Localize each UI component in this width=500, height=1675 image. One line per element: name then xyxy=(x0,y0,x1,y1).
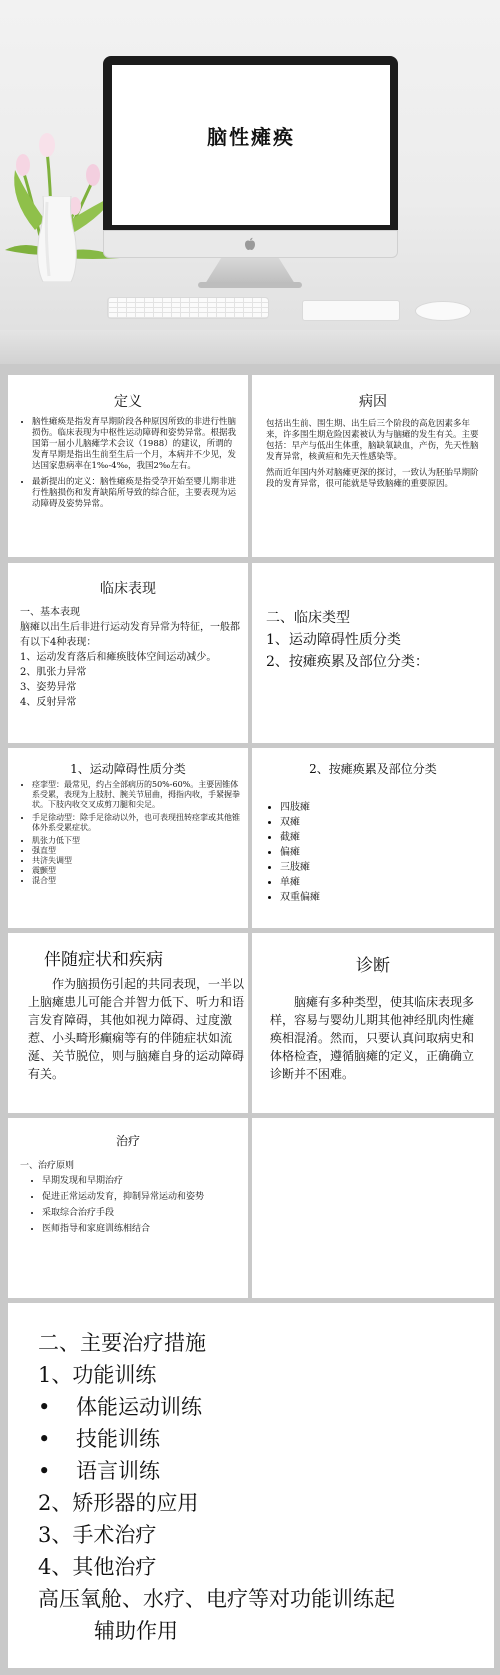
list-item: • 混合型 xyxy=(32,876,240,886)
list-item: • 截瘫 xyxy=(280,830,466,845)
clinical-types-text xyxy=(266,607,488,673)
definition-text xyxy=(18,417,236,510)
slide-definition xyxy=(8,375,248,557)
list-item: • 震颤型 xyxy=(32,866,240,876)
section-heading: 一、基本表现 xyxy=(20,607,80,618)
slide-title: 治疗 xyxy=(115,1134,140,1148)
monitor-stand xyxy=(205,258,295,284)
slide-complications xyxy=(8,933,248,1113)
monitor-foot xyxy=(198,282,302,288)
list-item: • 痉挛型：最常见，约占全部病历的50%-60%。主要因锥体系受累，表现为上肢肘、腕关节屈曲，拇指内收，手紧握拳状。下肢内收交叉成剪刀腿和尖足。 xyxy=(32,780,240,810)
slide-clinical-manifestation xyxy=(8,563,248,743)
slide-title: 诊断 xyxy=(356,956,390,976)
list-item: 4、其他治疗 xyxy=(38,1555,157,1579)
slide-diagnosis xyxy=(252,933,494,1113)
list-item: • 脑性瘫痪是指发育早期阶段各种原因所致的非进行性脑损伤。临床表现为中枢性运动障碍和姿势异常。根据我国第一届小儿脑瘫学术会议（1988）的建议，所谓的发育早期是指出生前至生后一个月，本病并不少见，发达国家患病率在1‰-4‰，我国2‰左右。 xyxy=(32,417,236,472)
intro-text: 脑瘫以出生后非进行运动发育异常为特征，一般都有以下4种表现： xyxy=(20,622,240,648)
slide-etiology xyxy=(252,375,494,557)
list-item-line-2: 辅助作用 xyxy=(94,1619,178,1643)
apple-logo-icon xyxy=(243,237,257,251)
list-item: • 三肢瘫 xyxy=(280,860,466,875)
slide-clinical-types xyxy=(252,563,494,743)
keyboard-image xyxy=(107,297,269,319)
list-item-label: 技能训练 xyxy=(76,1427,160,1451)
section-heading: 一、治疗原则 xyxy=(20,1161,75,1171)
list-item: • 采取综合治疗手段 xyxy=(42,1207,242,1220)
list-item: 1、运动发育落后和瘫痪肢体空间运动减少。 xyxy=(20,652,217,663)
clinical-text xyxy=(20,605,242,710)
list-item: • 早期发现和早期治疗 xyxy=(42,1175,242,1188)
list-item: • 肌张力低下型 xyxy=(32,836,240,846)
treatment-measures-text xyxy=(38,1327,488,1647)
slide-title: 定义 xyxy=(114,394,142,410)
slide-title: 病因 xyxy=(359,394,387,410)
slide-title: 1、运动障碍性质分类 xyxy=(70,762,186,776)
list-item: • 最新提出的定义：脑性瘫痪是指受孕开始至婴儿期非进行性脑损伤和发育缺陷所导致的综合征，主要表现为运动障碍及姿势异常。 xyxy=(32,477,236,510)
section-heading: 二、临床类型 xyxy=(266,610,350,626)
list-item: • 手足徐动型：除手足徐动以外，也可表现扭转痉挛或其他锥体外系受累症状。 xyxy=(32,813,240,833)
movement-types-text xyxy=(18,780,240,886)
list-item-label: 语言训练 xyxy=(76,1459,160,1483)
list-item-label: 体能运动训练 xyxy=(76,1395,202,1419)
vase-image xyxy=(33,196,81,282)
list-item: 2、按瘫痪累及部位分类： xyxy=(266,654,429,670)
list-item: 1、功能训练 xyxy=(38,1363,157,1387)
list-item: 4、反射异常 xyxy=(20,697,77,708)
hero-slide xyxy=(0,0,500,364)
presentation-title: 脑性瘫痪 xyxy=(207,125,295,149)
diagnosis-text: 脑瘫有多种类型，使其临床表现多样，容易与婴幼儿期其他神经肌肉性瘫痪相混淆。然而，只要认真问取病史和体格检查，遵循脑瘫的定义，正确确立诊断并不困难。 xyxy=(270,995,475,1081)
trackpad-image xyxy=(302,300,400,321)
slide-paralysis-site-types xyxy=(252,748,494,928)
section-heading: 二、主要治疗措施 xyxy=(38,1331,206,1355)
list-item: • 语言训练 xyxy=(38,1459,160,1483)
treatment-text xyxy=(20,1160,242,1236)
paragraph: 然而近年国内外对脑瘫更深的探讨，一致认为胚胎早期阶段的发育异常，很可能就是导致脑瘫的重要原因。 xyxy=(266,468,479,489)
slide-title: 2、按瘫痪累及部位分类 xyxy=(309,762,437,776)
list-item: • 体能运动训练 xyxy=(38,1395,202,1419)
list-item: • 单瘫 xyxy=(280,875,466,890)
list-item: • 技能训练 xyxy=(38,1427,160,1451)
slide-movement-disorder-types xyxy=(8,748,248,928)
slide-title: 伴随症状和疾病 xyxy=(44,950,163,970)
list-item-line-1: 高压氧舱、水疗、电疗等对功能训练起 xyxy=(38,1587,395,1611)
slide-blank xyxy=(252,1118,494,1298)
complications-text: 作为脑损伤引起的共同表现，一半以上脑瘫患儿可能合并智力低下、听力和语言发育障碍，其他如视力障碍、过度激惹、小头畸形癫痫等有的伴随症状如流涎、关节脱位，则与脑瘫自身的运动障碍有关。 xyxy=(28,977,245,1081)
list-item: • 双瘫 xyxy=(280,815,466,830)
paralysis-types-text xyxy=(266,800,466,905)
desk-surface xyxy=(0,330,500,364)
list-item: 1、运动障碍性质分类 xyxy=(266,632,401,648)
list-item: • 偏瘫 xyxy=(280,845,466,860)
list-item: 3、姿势异常 xyxy=(20,682,77,693)
list-item: • 双重偏瘫 xyxy=(280,890,466,905)
list-item: • 强直型 xyxy=(32,846,240,856)
list-item: 2、肌张力异常 xyxy=(20,667,87,678)
list-item: 2、矫形器的应用 xyxy=(38,1491,199,1515)
mouse-image xyxy=(415,301,471,321)
slide-treatment xyxy=(8,1118,248,1298)
slide-main-treatment-measures xyxy=(8,1303,494,1668)
list-item: • 促进正常运动发育，抑制异常运动和姿势 xyxy=(42,1191,242,1204)
list-item: • 医师指导和家庭训练相结合 xyxy=(42,1223,242,1236)
paragraph: 包括出生前、围生期、出生后三个阶段的高危因素多年来，许多围生期危险因素被认为与脑瘫的发生有关。主要包括：早产与低出生体重，脑缺氧缺血，产伤，先天性脑发育异常，核黄疸和先天性感染等。 xyxy=(266,419,479,462)
slide-title: 临床表现 xyxy=(100,581,156,597)
list-item: • 四肢瘫 xyxy=(280,800,466,815)
etiology-text xyxy=(266,419,484,495)
list-item: 3、手术治疗 xyxy=(38,1523,157,1547)
list-item: • 共济失调型 xyxy=(32,856,240,866)
